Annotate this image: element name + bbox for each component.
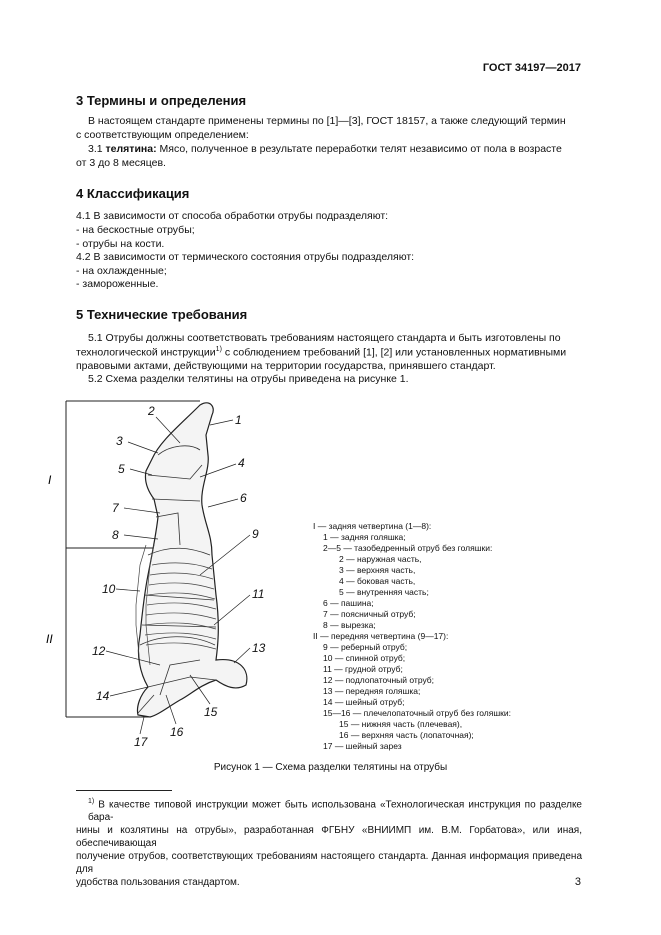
legend-entry-12: 9 — реберный отруб;	[323, 642, 408, 652]
s4-2-item-2: - замороженные.	[76, 278, 159, 290]
callout-9: 9	[252, 527, 259, 541]
s4-1-text: 4.1 В зависимости от способа обработки отрубы подразделяют:	[76, 210, 389, 222]
callout-15: 15	[204, 705, 218, 719]
veal-cutting-diagram	[40, 395, 310, 755]
legend-entry-5: 3 — верхняя часть,	[339, 565, 416, 575]
s3-paragraph-line2: с соответствующим определением:	[76, 129, 249, 141]
legend-entry-14: 11 — грудной отруб;	[323, 664, 403, 674]
callout-7: 7	[112, 501, 119, 515]
s4-1-item-2: - отрубы на кости.	[76, 238, 165, 250]
s4-2-item-1: - на охлажденные;	[76, 265, 167, 277]
legend-entry-7: 5 — внутренняя часть;	[339, 587, 429, 597]
footnote-ref: 1)	[215, 346, 222, 353]
callout-4: 4	[238, 456, 245, 470]
section-3-title: 3 Термины и определения	[76, 93, 247, 108]
legend-entry-8: 6 — пашина;	[323, 598, 374, 608]
s3-paragraph-line1: В настоящем стандарте применены термины по [1]—[3], ГОСТ 18157, а также следующий термин	[88, 115, 566, 127]
callout-12: 12	[92, 644, 106, 658]
s4-2-text: 4.2 В зависимости от термического состояния отрубы подразделяют:	[76, 251, 415, 263]
footnote-line3: получение отрубов, соответствующих требованиям настоящего стандарта. Данная информация приведена для	[76, 851, 582, 876]
section-4-title: 4 Классификация	[76, 186, 190, 201]
section-5-title: 5 Технические требования	[76, 307, 248, 322]
roman-I-label: I	[48, 473, 52, 487]
callout-14: 14	[96, 689, 110, 703]
s5-1-line3: правовыми актами, действующими на территории государства, принявшего стандарт.	[76, 360, 496, 372]
s5-1-line2b: с соблюдением требований [1], [2] или установленных нормативными	[221, 346, 567, 359]
callout-6: 6	[240, 491, 247, 505]
callout-11: 11	[252, 587, 265, 601]
page-number: 3	[574, 876, 581, 888]
legend-entry-2: 1 — задняя голяшка;	[323, 532, 406, 542]
carcass-outline	[137, 403, 246, 717]
legend-entry-3: 2—5 — тазобедренный отруб без голяшки:	[323, 543, 493, 553]
legend-entry-19: 15 — нижняя часть (плечевая),	[339, 719, 463, 729]
legend-entry-9: 7 — поясничный отруб;	[323, 609, 416, 619]
legend-entry-15: 12 — подлопаточный отруб;	[323, 675, 435, 685]
s5-1-line1: 5.1 Отрубы должны соответствовать требованиям настоящего стандарта и быть изготовлены по	[88, 332, 561, 344]
callout-8: 8	[112, 528, 119, 542]
s4-1-item-1: - на бескостные отрубы;	[76, 224, 195, 236]
callout-13: 13	[252, 641, 266, 655]
roman-II-label: II	[46, 632, 53, 646]
figure-caption: Рисунок 1 — Схема разделки телятины на отрубы	[213, 762, 448, 773]
definition-text: Мясо, полученное в результате переработки телят независимо от пола в возрасте	[159, 143, 562, 155]
callout-1: 1	[235, 413, 242, 427]
callout-3: 3	[116, 434, 123, 448]
callout-5: 5	[118, 462, 125, 476]
legend-entry-20: 16 — верхняя часть (лопаточная);	[339, 730, 474, 740]
legend-entry-1: I — задняя четвертина (1—8):	[313, 521, 432, 531]
callout-2: 2	[148, 404, 155, 418]
callout-17: 17	[134, 735, 148, 749]
legend-entry-13: 10 — спинной отруб;	[323, 653, 406, 663]
footnote-mark: 1)	[88, 798, 95, 805]
s3-definition-line2: от 3 до 8 месяцев.	[76, 157, 166, 169]
legend-entry-17: 14 — шейный отруб;	[323, 697, 405, 707]
footnote-line4: удобства пользования стандартом.	[76, 877, 240, 889]
footnote	[76, 795, 582, 889]
legend-entry-21: 17 — шейный зарез	[323, 741, 402, 751]
callout-16: 16	[170, 725, 184, 739]
document-id: ГОСТ 34197—2017	[482, 62, 581, 74]
s3-definition-line1	[88, 143, 562, 155]
legend-entry-6: 4 — боковая часть,	[339, 576, 416, 586]
footnote-line2: нины и козлятины на отрубы», разработанная ФГБНУ «ВНИИМП им. В.М. Горбатова», или иная, обеспечивающая	[76, 825, 582, 850]
footnote-line1: В качестве типовой инструкции может быть использована «Технологическая инструкция по разделке бара-	[88, 799, 582, 824]
s5-2-text: 5.2 Схема разделки телятины на отрубы приведена на рисунке 1.	[88, 373, 409, 385]
definition-number: 3.1	[88, 143, 103, 155]
legend-entry-16: 13 — передняя голяшка;	[323, 686, 421, 696]
legend-entry-18: 15—16 — плечелопаточный отруб без голяшки:	[323, 708, 511, 718]
legend-entry-10: 8 — вырезка;	[323, 620, 376, 630]
callout-10: 10	[102, 582, 116, 596]
footnote-separator	[76, 790, 172, 791]
legend-entry-11: II — передняя четвертина (9—17):	[313, 631, 449, 641]
s5-1-line2	[76, 346, 566, 359]
legend-entry-4: 2 — наружная часть,	[339, 554, 422, 564]
definition-term: телятина:	[105, 143, 157, 155]
s5-1-line2a: технологической инструкции	[76, 346, 216, 359]
